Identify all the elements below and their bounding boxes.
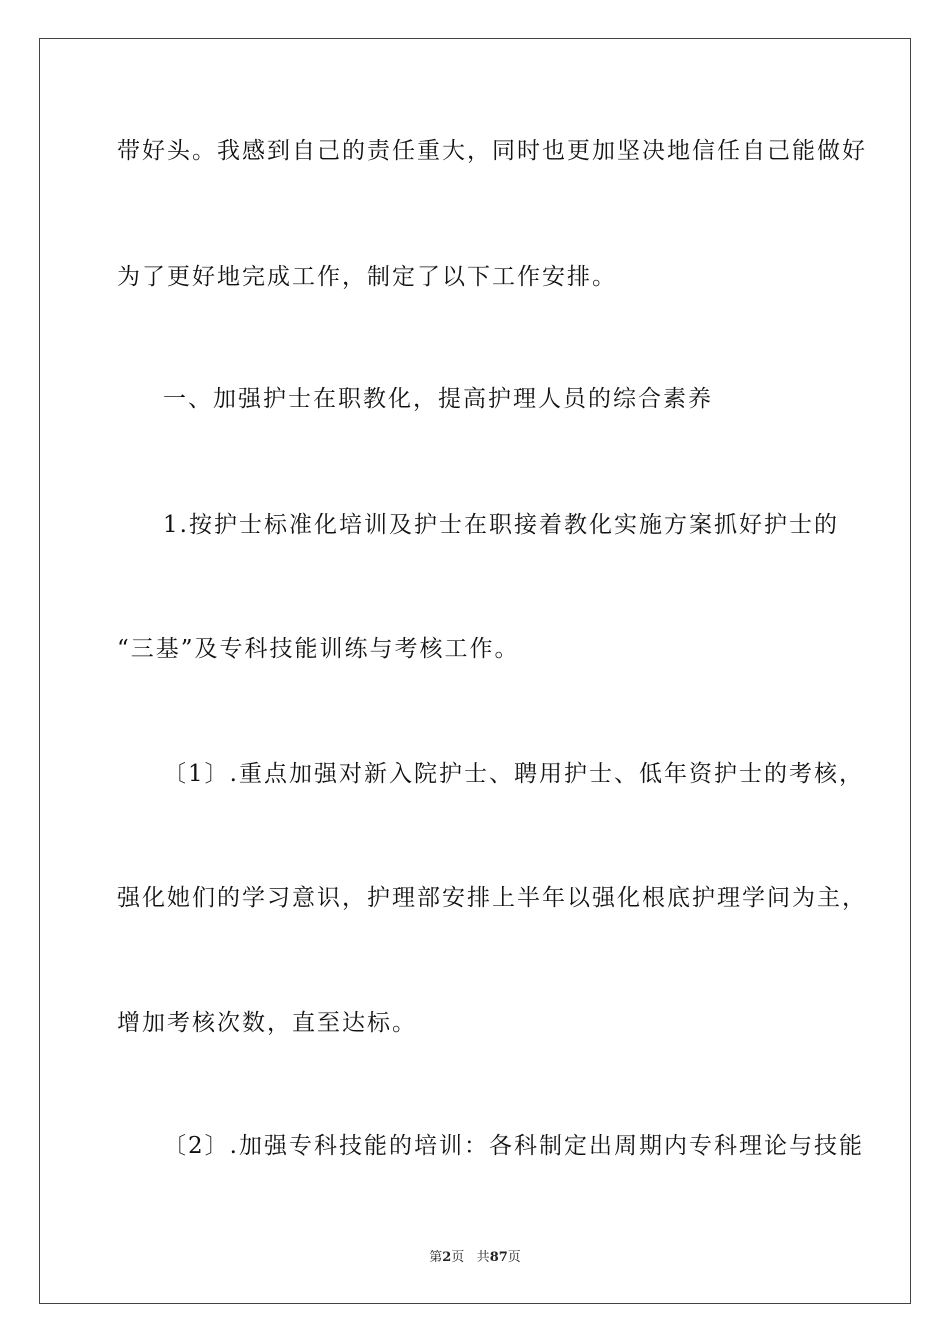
paragraph-line-1: 带好头。我感到自己的责任重大，同时也更加坚决地信任自己能做好	[117, 138, 867, 164]
total-suffix: 页	[507, 1250, 521, 1265]
paragraph-line-2: 为了更好地完成工作，制定了以下工作安排。	[117, 264, 617, 290]
total-prefix: 共	[476, 1250, 490, 1265]
paragraph-line-5: “三基”及专科技能训练与考核工作。	[117, 636, 520, 662]
page-border	[39, 38, 911, 1304]
paragraph-line-9: 〔2〕.加强专科技能的培训：各科制定出周期内专科理论与技能	[163, 1133, 864, 1159]
page-prefix: 第	[429, 1250, 443, 1265]
paragraph-line-4: 1.按护士标准化培训及护士在职接着教化实施方案抓好护士的	[163, 512, 839, 538]
page-number: 2	[442, 1250, 452, 1265]
paragraph-line-8: 增加考核次数，直至达标。	[117, 1010, 417, 1036]
total-pages: 87	[489, 1250, 508, 1265]
page-footer	[0, 1246, 950, 1265]
paragraph-line-7: 强化她们的学习意识，护理部安排上半年以强化根底护理学问为主，	[117, 885, 867, 911]
section-heading: 一、加强护士在职教化，提高护理人员的综合素养	[163, 386, 713, 412]
paragraph-line-6: 〔1〕.重点加强对新入院护士、聘用护士、低年资护士的考核，	[163, 761, 864, 787]
page-suffix: 页	[451, 1250, 465, 1265]
